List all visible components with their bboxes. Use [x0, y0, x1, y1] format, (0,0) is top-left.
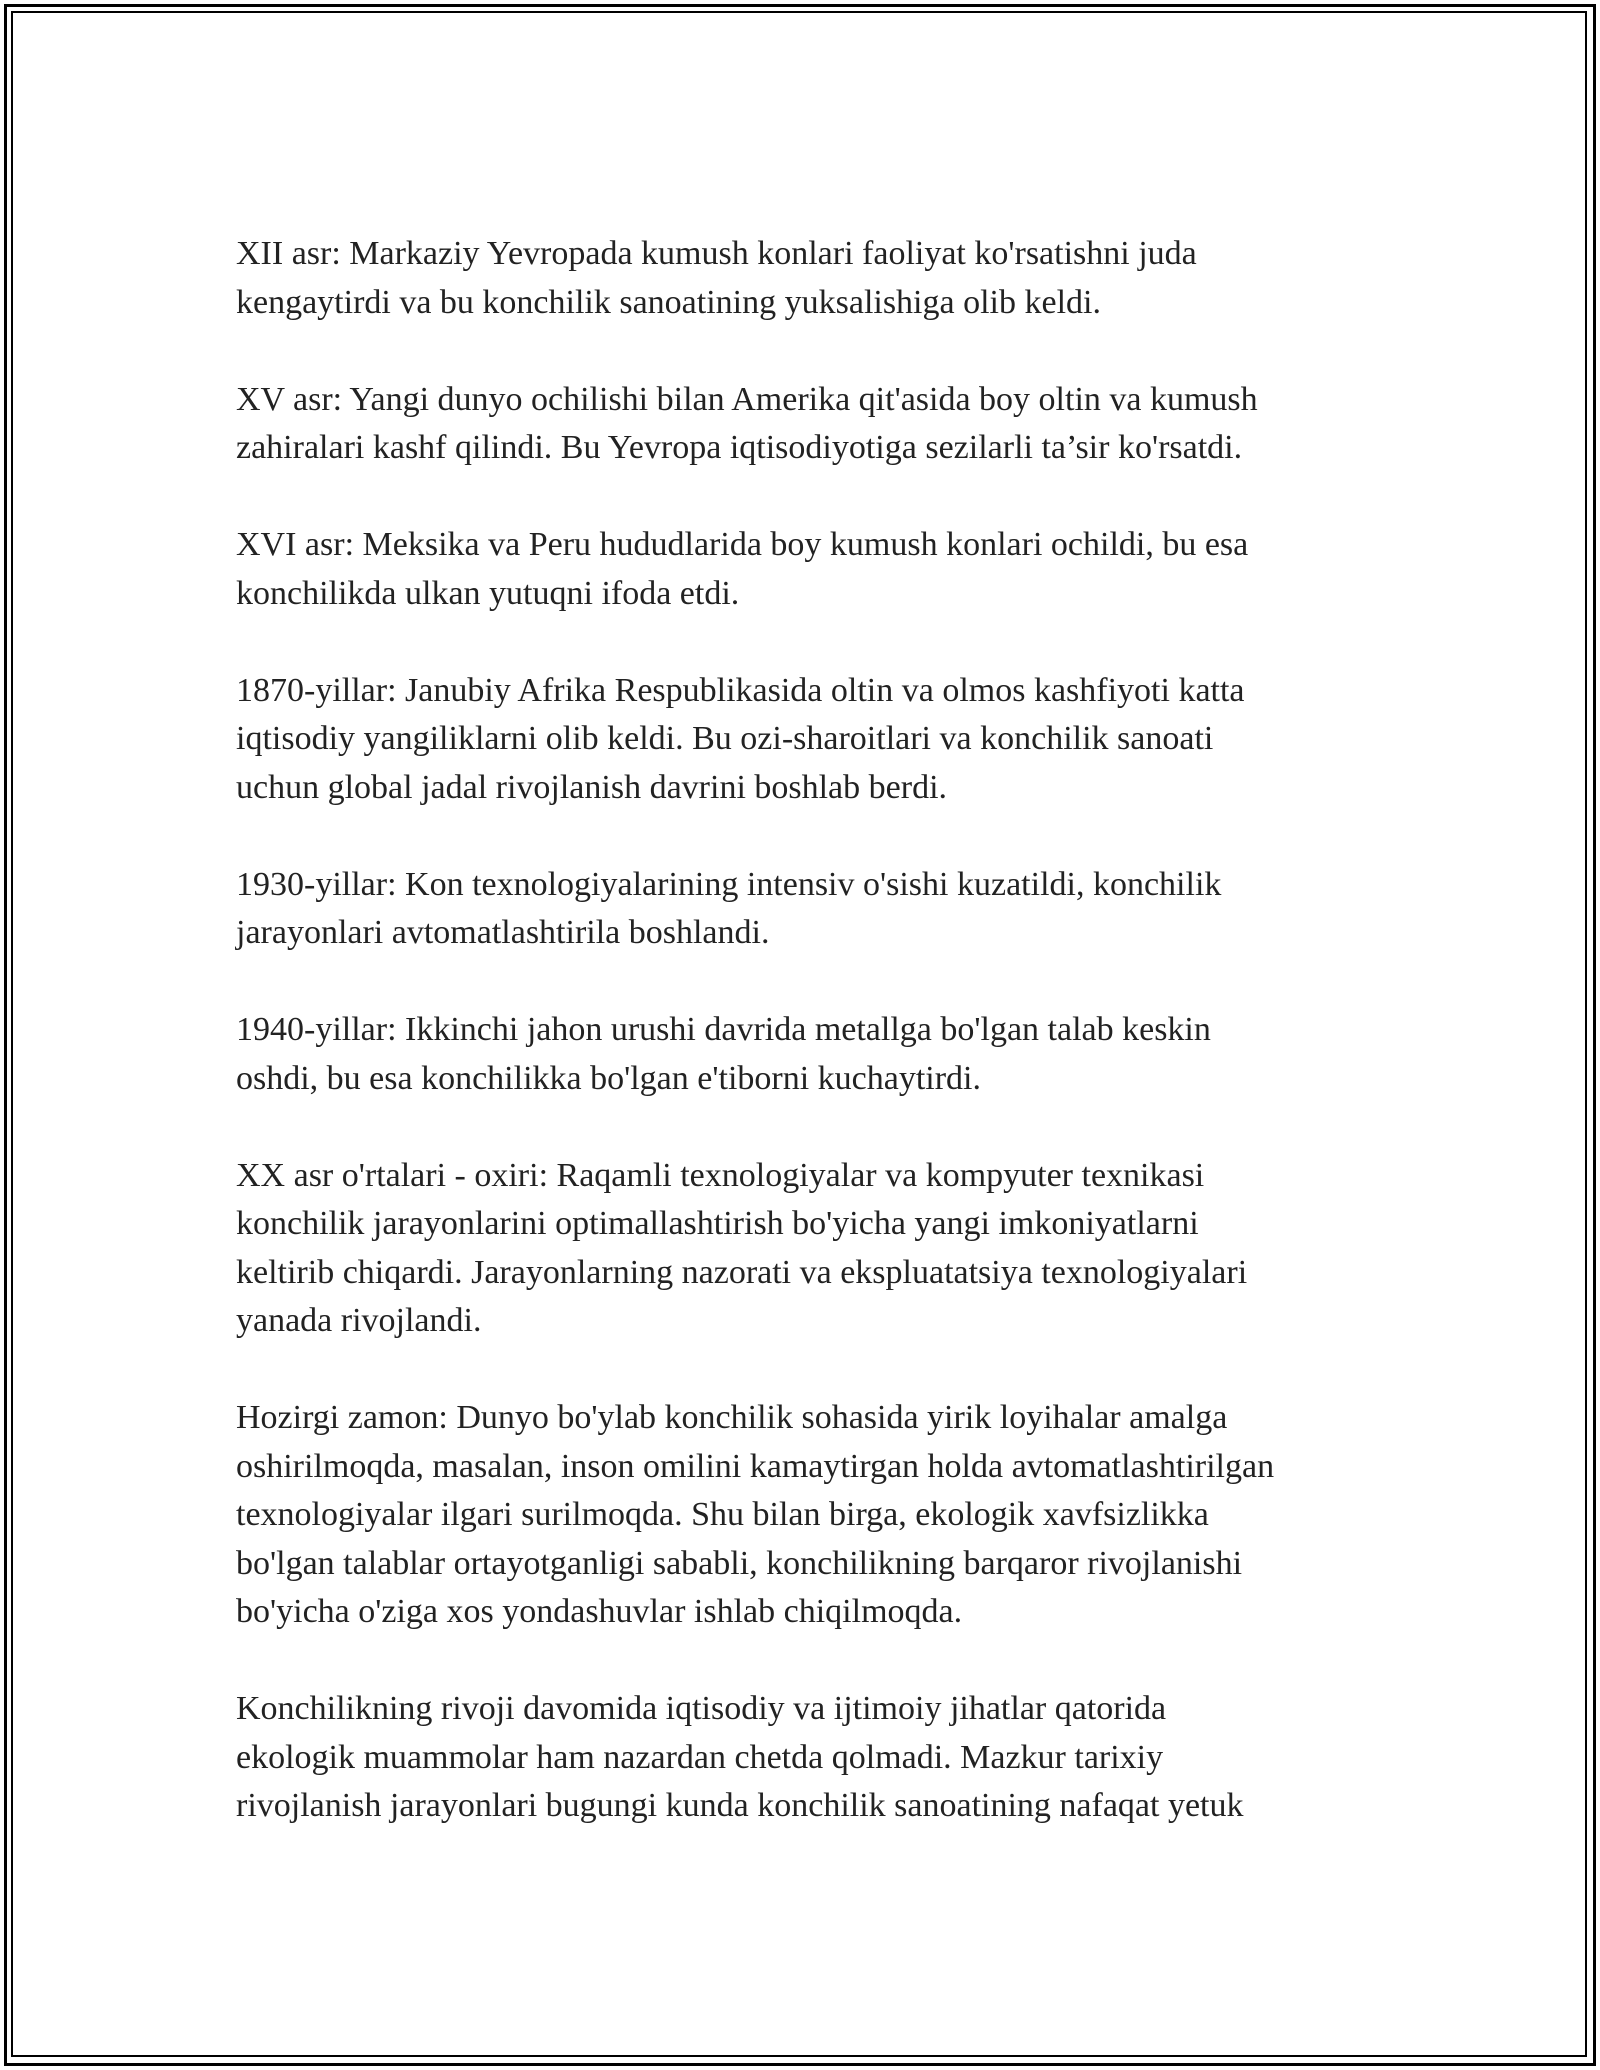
text-line: oshirilmoqda, masalan, inson omilini kamaytirgan holda avtomatlashtirilgan	[236, 1447, 1275, 1485]
text-line: uchun global jadal rivojlanish davrini boshlab berdi.	[236, 768, 948, 806]
paragraph-conclusion	[236, 1685, 1366, 1831]
paragraph-xv-century	[236, 376, 1366, 473]
text-line: 1870-yillar: Janubiy Afrika Respublikasida oltin va olmos kashfiyoti katta	[236, 671, 1245, 709]
paragraph-1870s	[236, 667, 1366, 813]
text-line: 1930-yillar: Kon texnologiyalarining intensiv o'sishi kuzatildi, konchilik	[236, 865, 1222, 903]
paragraph-xvi-century	[236, 521, 1366, 618]
text-line: Hozirgi zamon: Dunyo bo'ylab konchilik sohasida yirik loyihalar amalga	[236, 1399, 1228, 1436]
text-line: yanada rivojlandi.	[236, 1302, 482, 1339]
text-line: XV asr: Yangi dunyo ochilishi bilan Amerika qit'asida boy oltin va kumush	[236, 380, 1258, 418]
text-line: Konchilikning rivoji davomida iqtisodiy va ijtimoiy jihatlar qatorida	[236, 1690, 1167, 1727]
text-line: XX asr o'rtalari - oxiri: Raqamli texnologiyalar va kompyuter texnikasi	[236, 1156, 1205, 1194]
text-line: zahiralari kashf qilindi. Bu Yevropa iqtisodiyotiga sezilarli ta’sir ko'rsatdi.	[236, 429, 1243, 466]
text-line: texnologiyalar ilgari surilmoqda. Shu bilan birga, ekologik xavfsizlikka	[236, 1496, 1209, 1533]
text-line: XVI asr: Meksika va Peru hududlarida boy kumush konlari ochildi, bu esa	[236, 526, 1249, 563]
text-line: oshdi, bu esa konchilikka bo'lgan e'tiborni kuchaytirdi.	[236, 1059, 981, 1097]
paragraph-1930s	[236, 861, 1366, 958]
paragraph-xx-century	[236, 1152, 1366, 1346]
paragraph-xii-century	[236, 230, 1366, 327]
text-line: jarayonlari avtomatlashtirila boshlandi.	[236, 914, 770, 951]
paragraph-present-day	[236, 1394, 1366, 1637]
text-line: bo'yicha o'ziga xos yondashuvlar ishlab chiqilmoqda.	[236, 1593, 963, 1630]
text-line: kengaytirdi va bu konchilik sanoatining yuksalishiga olib keldi.	[236, 283, 1101, 321]
text-line: XII asr: Markaziy Yevropada kumush konlari faoliyat ko'rsatishni juda	[236, 235, 1197, 272]
paragraph-1940s	[236, 1006, 1366, 1103]
text-line: rivojlanish jarayonlari bugungi kunda konchilik sanoatining nafaqat yetuk	[236, 1787, 1244, 1824]
text-line: 1940-yillar: Ikkinchi jahon urushi davrida metallga bo'lgan talab keskin	[236, 1011, 1211, 1048]
text-line: bo'lgan talablar ortayotganligi sababli, konchilikning barqaror rivojlanishi	[236, 1544, 1243, 1582]
text-line: konchilikda ulkan yutuqni ifoda etdi.	[236, 574, 740, 612]
text-line: keltirib chiqardi. Jarayonlarning nazorati va ekspluatatsiya texnologiyalari	[236, 1253, 1248, 1291]
text-line: iqtisodiy yangiliklarni olib keldi. Bu ozi-sharoitlari va konchilik sanoati	[236, 720, 1214, 757]
text-line: ekologik muammolar ham nazardan chetda qolmadi. Mazkur tarixiy	[236, 1738, 1164, 1776]
document-body	[236, 230, 1366, 1831]
text-line: konchilik jarayonlarini optimallashtirish bo'yicha yangi imkoniyatlarni	[236, 1205, 1199, 1242]
